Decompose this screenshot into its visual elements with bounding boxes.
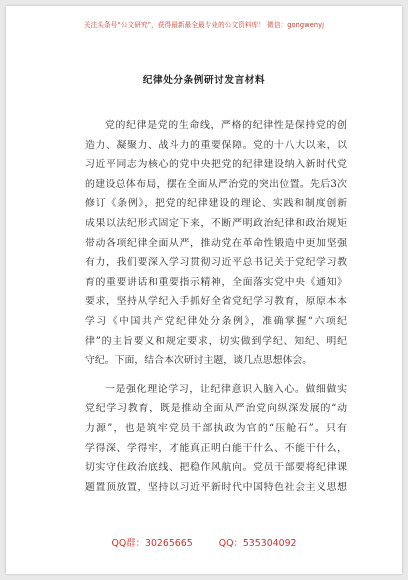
paragraph-line: 修订《条例》，把党的纪律建设的理论、实践和制度创新: [85, 198, 347, 210]
paragraph-line: 育的重要讲话和重要指示精神，全面落实党中央《通知》: [85, 276, 347, 288]
paragraph-line: 要求，坚持从学纪入手抓好全省党纪学习教育，原原本本: [85, 296, 347, 308]
paragraph-line: 一是强化理论学习，让纪律意识入脑入心。做细做实: [105, 383, 347, 395]
paragraph-line: 切实守住政治底线、把稳作风航向。党员干部要将纪律课: [85, 462, 347, 474]
paragraph-line: 学习《中国共产党纪律处分条例》，准确掌握“六项纪: [85, 315, 347, 327]
qq-group-text: QQ群：30265665: [111, 538, 193, 549]
paragraph-line: 党纪学习教育，既是推动全面从严治党向纵深发展的“动: [85, 403, 347, 415]
qq-number-text: QQ：535304092: [218, 538, 297, 549]
paragraph-line: 习近平同志为核心的党中央把党的纪律建设纳入新时代党: [85, 159, 347, 171]
paragraph-line: 学得深、学得牢，才能真正明白能干什么、不能干什么，: [85, 442, 347, 454]
contact-footer: [6, 535, 402, 549]
document-title: 纪律处分条例研讨发言材料: [142, 75, 266, 86]
paragraph-line: 力源”，也是筑牢党员干部执政为官的“压舱石”。只有: [85, 422, 347, 434]
paragraph-line: 律”的主旨要义和规定要求，切实做到学纪、知纪、明纪: [85, 335, 347, 347]
paragraph-2: [85, 380, 347, 498]
document-page: [6, 6, 402, 574]
paragraph-line: 的建设总体布局，摆在全面从严治党的突出位置。先后3次: [85, 178, 347, 190]
paragraph-line: 成果以法纪形式固定下来，不断严明政治纪律和政治规矩: [85, 217, 347, 229]
document-body: [85, 116, 347, 497]
paragraph-gap: [85, 371, 347, 380]
paragraph-line: 有力，我们要深入学习贯彻习近平总书记关于党纪学习教: [85, 257, 347, 269]
paragraph-1: [85, 116, 347, 371]
paragraph-line: 造力、凝聚力、战斗力的重要保障。党的十八大以来，以: [85, 139, 347, 151]
promo-header: 关注头条号“公文研究”，获得最新最全最专业的公文资料库！ 微信：gongwenyj: [83, 21, 325, 29]
paragraph-line: 党的纪律是党的生命线，严格的纪律性是保持党的创: [105, 120, 347, 131]
paragraph-line: 带动各项纪律全面从严，推动党在革命性锻造中更加坚强: [85, 237, 347, 249]
paragraph-line: 守纪。下面，结合本次研讨主题，谈几点思想体会。: [85, 355, 313, 367]
paragraph-line: 题置顶放置，坚持以习近平新时代中国特色社会主义思想: [85, 481, 347, 493]
